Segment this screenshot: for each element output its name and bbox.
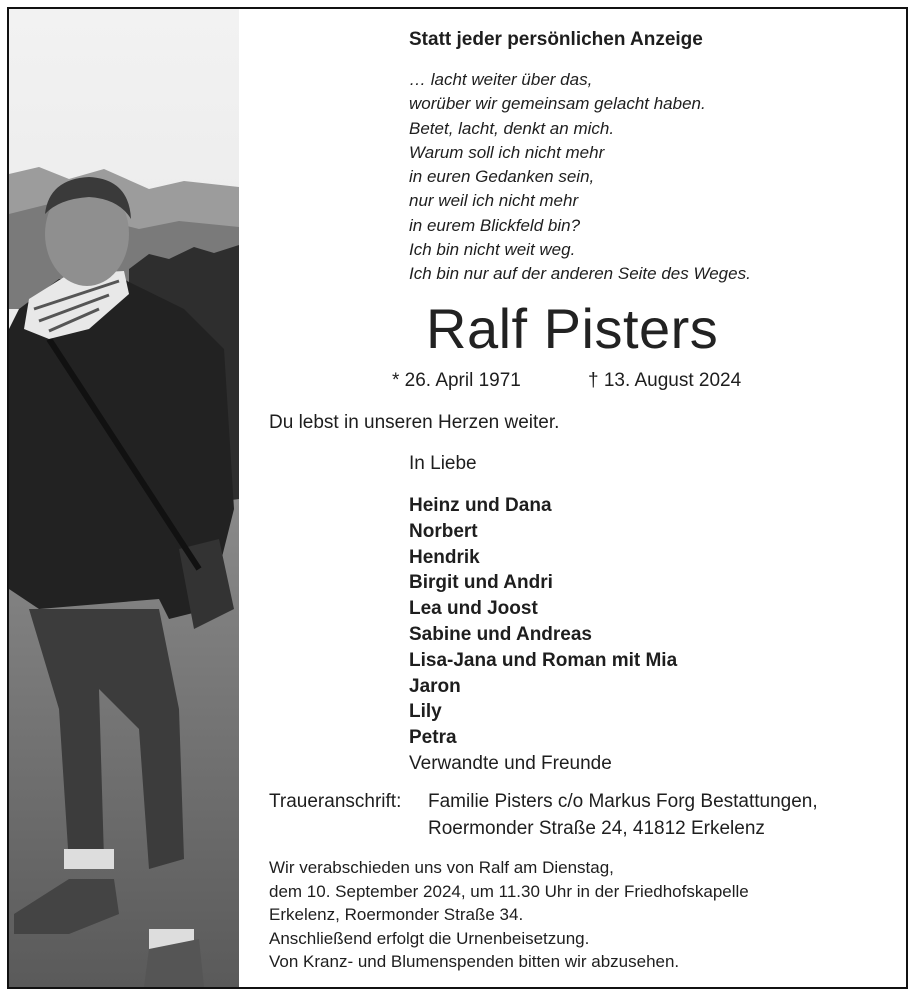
mourner-name: Birgit und Andri — [409, 572, 553, 594]
poem-line: Warum soll ich nicht mehr — [409, 142, 605, 162]
address-line-1: Familie Pisters c/o Markus Forg Bestattungen, — [428, 791, 818, 812]
service-info-line: Erkelenz, Roermonder Straße 34. — [269, 905, 524, 924]
motto-line: Du lebst in unseren Herzen weiter. — [269, 412, 560, 433]
portrait-photo — [9, 9, 239, 987]
in-love-line: In Liebe — [409, 453, 477, 474]
service-info — [269, 856, 749, 974]
mourner-name: Hendrik — [409, 546, 480, 568]
poem — [409, 68, 751, 287]
poem-line: in eurem Blickfeld bin? — [409, 215, 581, 235]
mourner-name: Lisa-Jana und Roman mit Mia — [409, 649, 678, 671]
poem-line: nur weil ich nicht mehr — [409, 191, 579, 211]
address-line-2: Roermonder Straße 24, 41812 Erkelenz — [428, 818, 765, 839]
notice-heading: Statt jeder persönlichen Anzeige — [409, 29, 703, 50]
address-label: Traueranschrift: — [269, 791, 402, 812]
poem-line: Betet, lacht, denkt an mich. — [409, 118, 615, 138]
poem-line: Ich bin nicht weit weg. — [409, 240, 576, 260]
poem-line: … lacht weiter über das, — [409, 70, 593, 89]
service-info-line: Wir verabschieden uns von Ralf am Dienstag, — [269, 858, 614, 877]
poem-line: in euren Gedanken sein, — [409, 167, 595, 187]
service-info-line: Von Kranz- und Blumenspenden bitten wir abzusehen. — [269, 952, 680, 971]
service-info-line: Anschließend erfolgt die Urnenbeisetzung. — [269, 928, 590, 948]
mourner-name: Jaron — [409, 675, 461, 697]
deceased-name: Ralf Pisters — [426, 297, 719, 360]
mourner-name: Lea und Joost — [409, 598, 538, 620]
service-info-line: dem 10. September 2024, um 11.30 Uhr in der Friedhofskapelle — [269, 881, 749, 901]
mourner-name: Norbert — [409, 520, 478, 542]
mourner-name: Sabine und Andreas — [409, 623, 592, 645]
poem-line: worüber wir gemeinsam gelacht haben. — [409, 94, 706, 114]
mourner-name: Heinz und Dana — [409, 495, 552, 516]
mourners-list — [409, 493, 677, 777]
mourner-name: Petra — [409, 727, 457, 749]
poem-line: Ich bin nur auf der anderen Seite des Weges. — [409, 264, 751, 284]
birth-date: * 26. April 1971 — [392, 370, 521, 391]
death-date: † 13. August 2024 — [588, 370, 742, 391]
mourner-name: Lily — [409, 701, 442, 723]
mourners-closing: Verwandte und Freunde — [409, 752, 612, 774]
